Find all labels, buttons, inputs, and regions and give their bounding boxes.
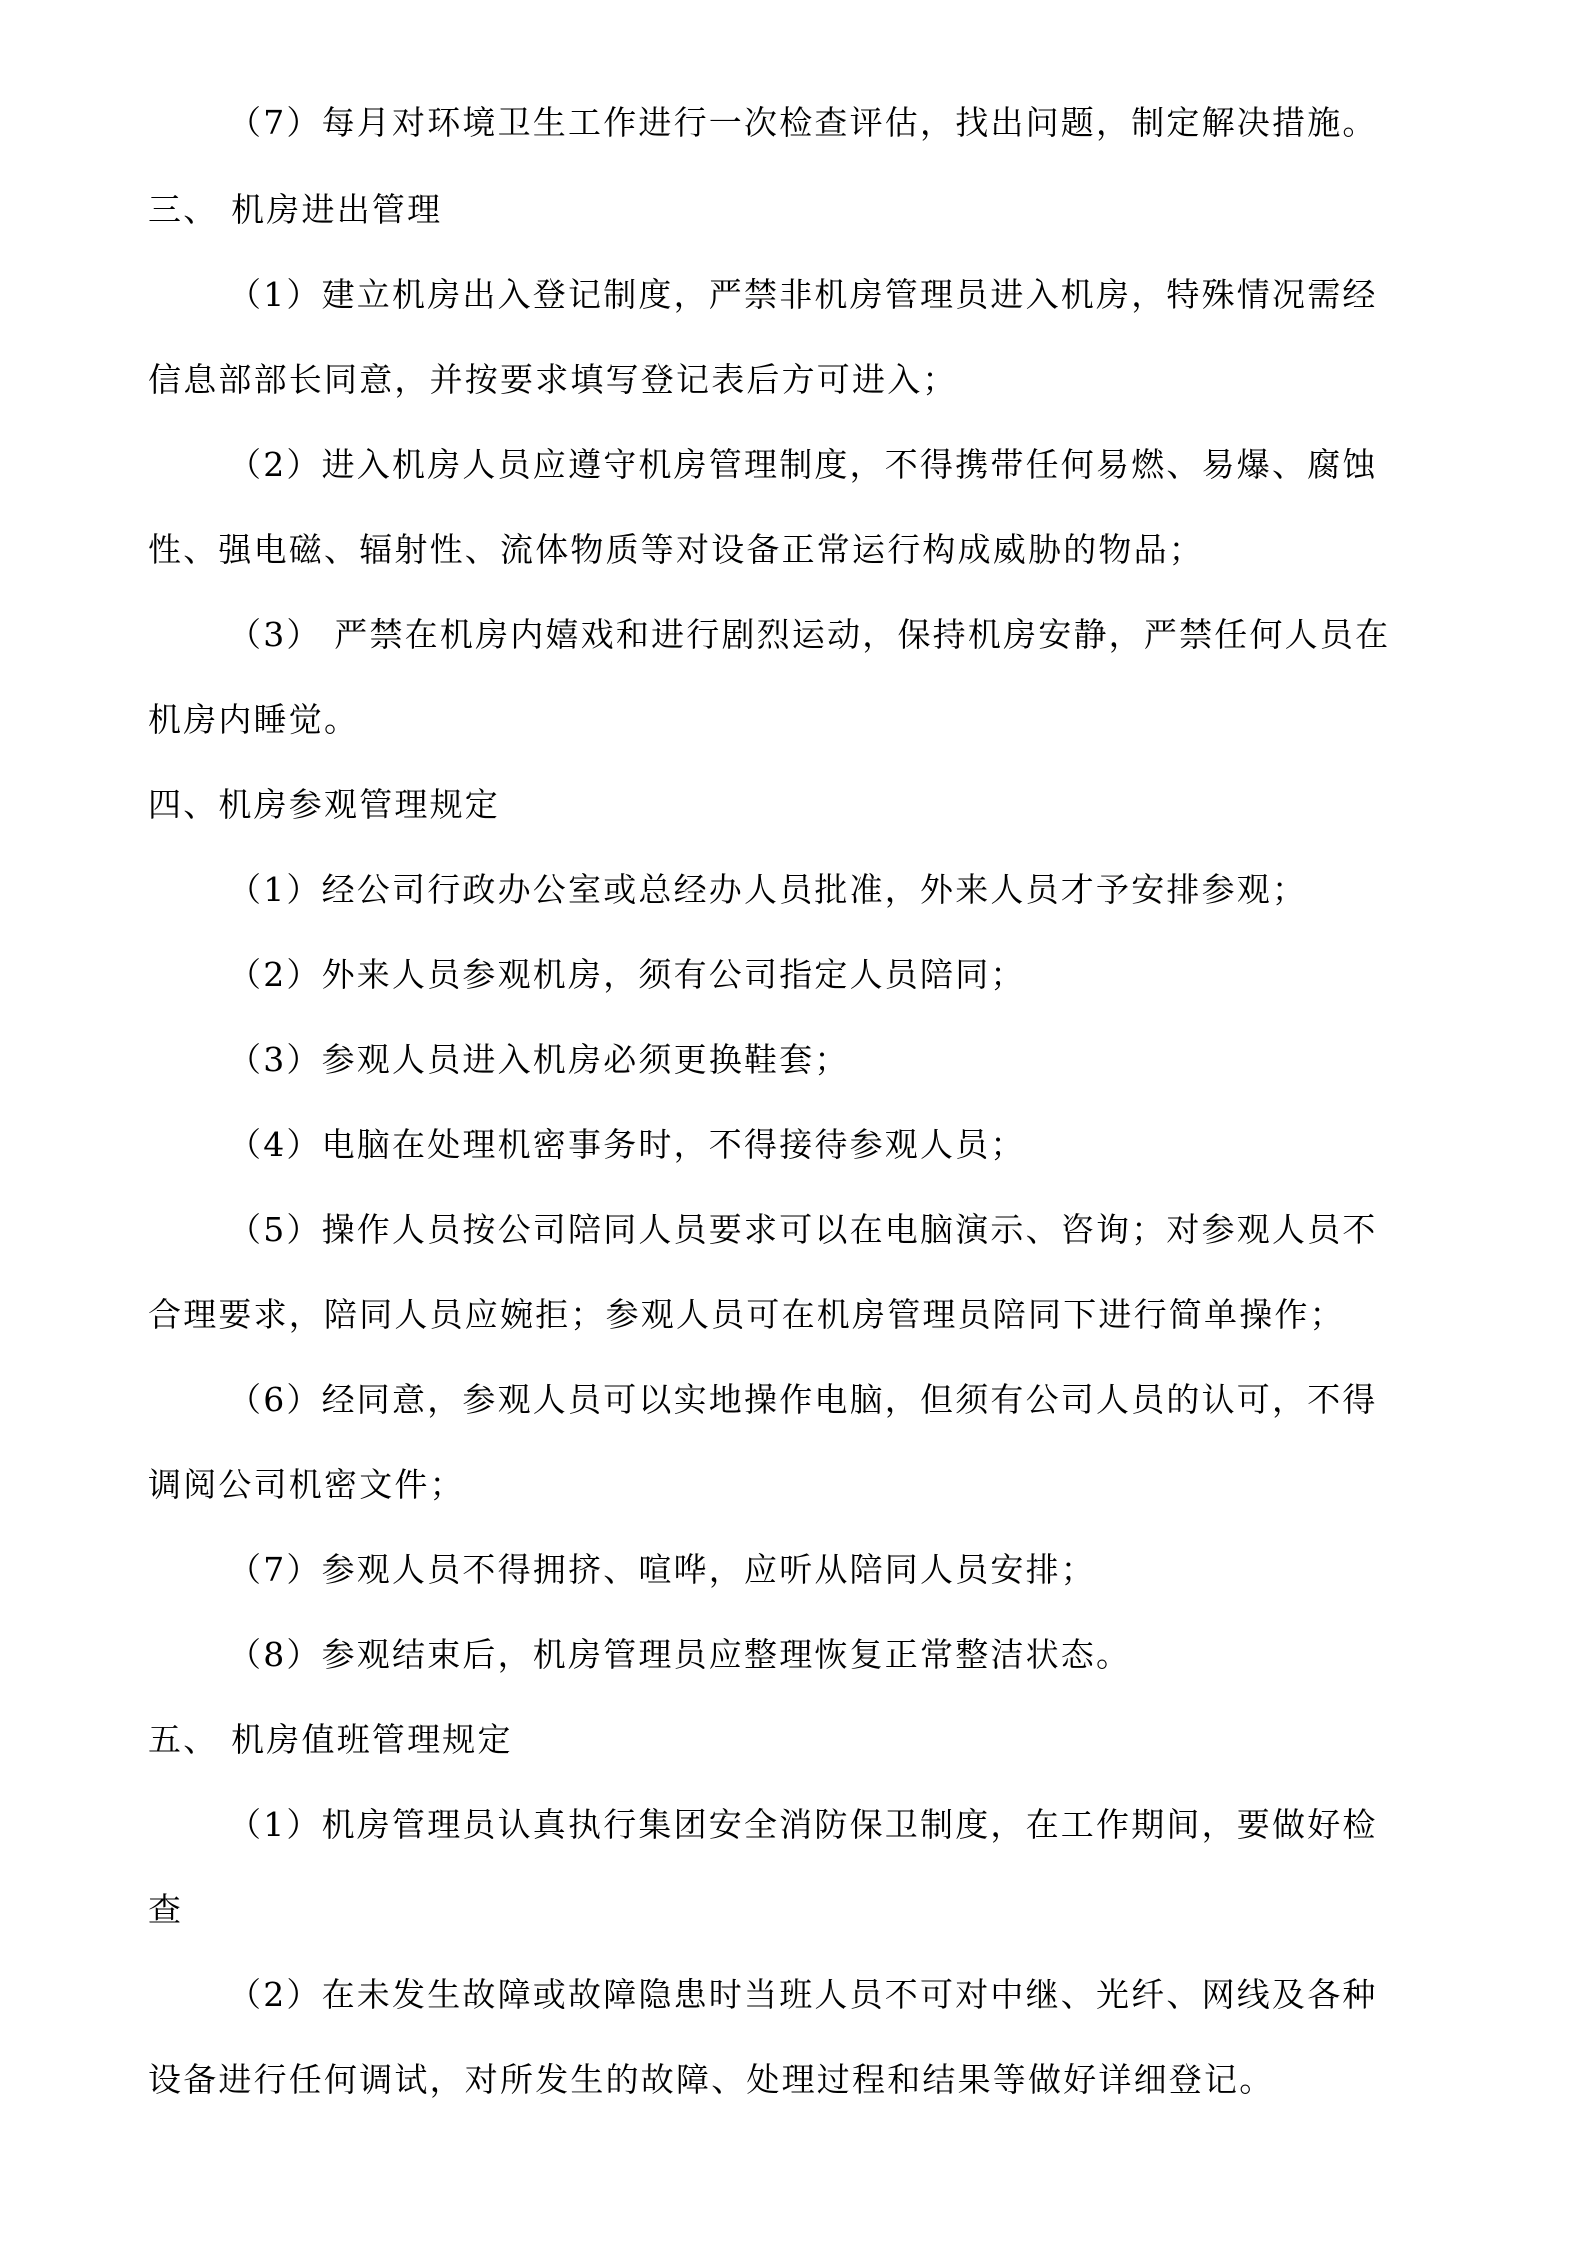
paragraph-line: 合理要求，陪同人员应婉拒；参观人员可在机房管理员陪同下进行简单操作； bbox=[148, 1295, 1345, 1334]
paragraph-line: （1）机房管理员认真执行集团安全消防保卫制度，在工作期间，要做好检 bbox=[228, 1805, 1378, 1844]
section-heading-4: 四、机房参观管理规定 bbox=[148, 785, 500, 824]
paragraph-line: 性、强电磁、辐射性、流体物质等对设备正常运行构成威胁的物品； bbox=[148, 530, 1204, 569]
paragraph-line: 设备进行任何调试，对所发生的故障、处理过程和结果等做好详细登记。 bbox=[148, 2060, 1275, 2099]
paragraph-line: （2）在未发生故障或故障隐患时当班人员不可对中继、光纤、网线及各种 bbox=[228, 1975, 1378, 2014]
section-heading-5: 五、 机房值班管理规定 bbox=[148, 1720, 513, 1759]
paragraph-line: （1）经公司行政办公室或总经办人员批准，外来人员才予安排参观； bbox=[228, 870, 1308, 909]
paragraph-line: （7）每月对环境卫生工作进行一次检查评估，找出问题，制定解决措施。 bbox=[228, 103, 1378, 142]
paragraph-line: 机房内睡觉。 bbox=[148, 700, 360, 739]
paragraph-line: 查 bbox=[148, 1890, 184, 1929]
paragraph-line: （8）参观结束后，机房管理员应整理恢复正常整洁状态。 bbox=[228, 1635, 1132, 1674]
paragraph-line: （5）操作人员按公司陪同人员要求可以在电脑演示、咨询；对参观人员不 bbox=[228, 1210, 1378, 1249]
section-heading-3: 三、 机房进出管理 bbox=[148, 190, 443, 229]
paragraph-line: （3）参观人员进入机房必须更换鞋套； bbox=[228, 1040, 850, 1079]
paragraph-line: （2）进入机房人员应遵守机房管理制度，不得携带任何易燃、易爆、腐蚀 bbox=[228, 445, 1378, 484]
paragraph-line: （6）经同意，参观人员可以实地操作电脑，但须有公司人员的认可，不得 bbox=[228, 1380, 1378, 1419]
paragraph-line: 调阅公司机密文件； bbox=[148, 1465, 465, 1504]
paragraph-line: 信息部部长同意，并按要求填写登记表后方可进入； bbox=[148, 360, 958, 399]
paragraph-line: （2）外来人员参观机房，须有公司指定人员陪同； bbox=[228, 955, 1026, 994]
paragraph-line: （7）参观人员不得拥挤、喧哗，应听从陪同人员安排； bbox=[228, 1550, 1096, 1589]
paragraph-line: （3） 严禁在机房内嬉戏和进行剧烈运动，保持机房安静，严禁任何人员在 bbox=[228, 615, 1391, 654]
paragraph-line: （4）电脑在处理机密事务时，不得接待参观人员； bbox=[228, 1125, 1026, 1164]
paragraph-line: （1）建立机房出入登记制度，严禁非机房管理员进入机房，特殊情况需经 bbox=[228, 275, 1378, 314]
